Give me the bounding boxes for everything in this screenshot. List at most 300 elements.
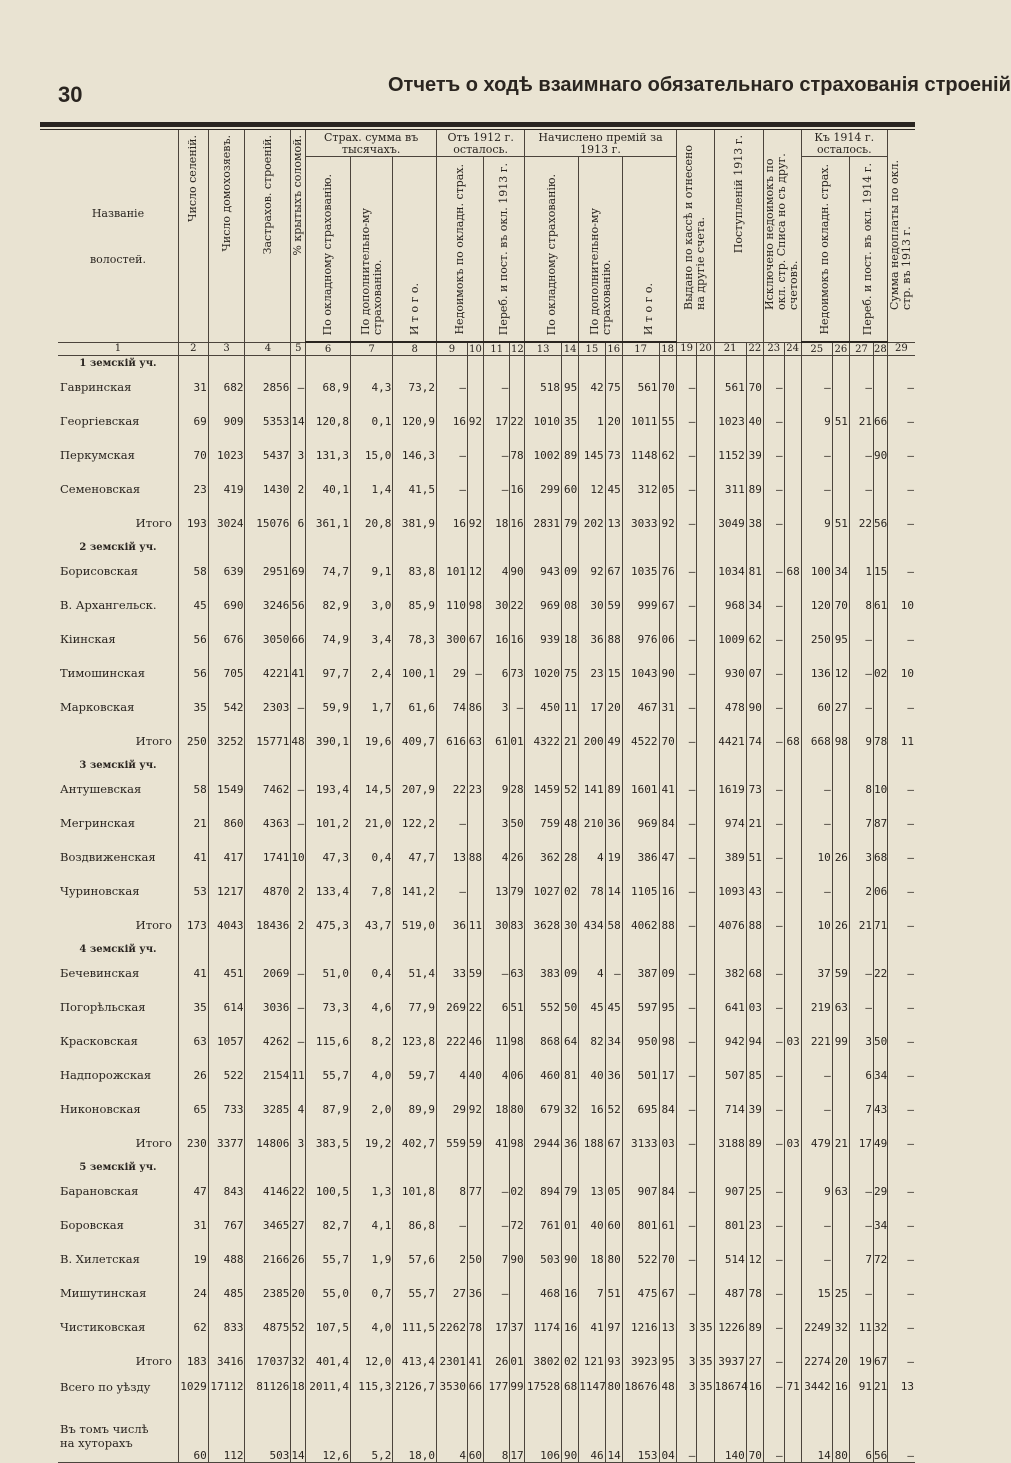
value-cell: 27	[746, 1344, 763, 1378]
value-cell: 7	[849, 1242, 873, 1276]
value-cell: 05	[605, 1174, 622, 1208]
value-cell: 62	[746, 622, 763, 656]
value-cell: 705	[208, 656, 245, 690]
empty-cell	[697, 942, 714, 956]
volost-name: Тимошинская	[60, 666, 145, 680]
value-cell: 36	[436, 908, 467, 942]
value-cell: 561	[622, 370, 659, 404]
value-cell: —	[763, 772, 784, 806]
value-cell: 02	[874, 656, 888, 690]
value-cell: 123,8	[393, 1024, 437, 1058]
header-receipts: Поступленій 1913 г.	[714, 130, 763, 342]
volost-row	[58, 1242, 915, 1276]
value-cell: 56	[874, 506, 888, 540]
value-cell: 4043	[208, 908, 245, 942]
value-cell: 47	[659, 840, 676, 874]
empty-cell	[763, 1160, 784, 1174]
value-cell: 485	[208, 1276, 245, 1310]
value-cell: 50	[562, 990, 579, 1024]
value-cell: 36	[605, 1058, 622, 1092]
value-cell: 222	[436, 1024, 467, 1058]
volost-name: Итого	[135, 516, 172, 530]
value-cell: —	[849, 656, 873, 690]
value-cell	[697, 404, 714, 438]
empty-cell	[393, 1160, 437, 1174]
value-cell: 207,9	[393, 772, 437, 806]
value-cell: 1,9	[350, 1242, 392, 1276]
volost-row	[58, 690, 915, 724]
value-cell: 14	[291, 404, 306, 438]
value-cell: 78	[874, 724, 888, 758]
value-cell: 09	[659, 956, 676, 990]
value-cell: 3923	[622, 1344, 659, 1378]
value-cell: 59	[832, 956, 849, 990]
value-cell	[784, 1310, 801, 1344]
value-cell: 35	[178, 990, 208, 1024]
empty-cell	[350, 942, 392, 956]
empty-cell	[676, 758, 697, 772]
value-cell: —	[676, 1126, 697, 1160]
value-cell: 4322	[525, 724, 562, 758]
value-cell: —	[849, 622, 873, 656]
value-cell: 6	[849, 1058, 873, 1092]
value-cell: 20	[291, 1276, 306, 1310]
value-cell: 56	[178, 656, 208, 690]
value-cell: 3	[676, 1378, 697, 1420]
value-cell: 26	[291, 1242, 306, 1276]
value-cell: 90	[562, 1420, 579, 1463]
value-cell: 16	[562, 1310, 579, 1344]
empty-cell	[676, 540, 697, 554]
value-cell: 95	[832, 622, 849, 656]
page-title: Отчетъ о ходѣ взаимнаго обязательнаго страхованія строеній	[388, 74, 1011, 96]
value-cell: 21	[562, 724, 579, 758]
value-cell: 06	[510, 1058, 525, 1092]
value-cell: 50	[467, 1242, 483, 1276]
empty-cell	[714, 356, 746, 371]
empty-cell	[659, 1160, 676, 1174]
value-cell: 5353	[245, 404, 291, 438]
value-cell: 4,0	[350, 1310, 392, 1344]
value-cell: 450	[525, 690, 562, 724]
value-cell: —	[887, 622, 915, 656]
value-cell: 86,8	[393, 1208, 437, 1242]
value-cell: 501	[622, 1058, 659, 1092]
value-cell: 4	[484, 554, 510, 588]
value-cell: 115,3	[350, 1378, 392, 1420]
value-cell: 1043	[622, 656, 659, 690]
empty-cell	[178, 356, 208, 371]
empty-cell	[467, 758, 483, 772]
value-cell	[832, 1242, 849, 1276]
value-cell: 976	[622, 622, 659, 656]
value-cell: 62	[659, 438, 676, 472]
value-cell	[874, 622, 888, 656]
value-cell: 100	[801, 554, 832, 588]
value-cell: 16	[832, 1378, 849, 1420]
value-cell: 16	[579, 1092, 605, 1126]
value-cell: 682	[208, 370, 245, 404]
value-cell: 4	[436, 1420, 467, 1463]
value-cell	[784, 772, 801, 806]
value-cell: 45	[605, 472, 622, 506]
section-title: 1 земскій уч.	[79, 357, 157, 369]
value-cell: 73	[605, 438, 622, 472]
value-cell: 733	[208, 1092, 245, 1126]
value-cell: 29	[436, 656, 467, 690]
value-cell: 101,2	[306, 806, 351, 840]
value-cell: —	[887, 1126, 915, 1160]
value-cell: 43	[746, 874, 763, 908]
grand-total-row	[58, 1378, 915, 1420]
value-cell: 23	[178, 472, 208, 506]
value-cell: 23	[579, 656, 605, 690]
empty-cell	[605, 758, 622, 772]
value-cell: —	[676, 908, 697, 942]
value-cell: 59	[605, 588, 622, 622]
volost-row	[58, 1058, 915, 1092]
value-cell: 111,5	[393, 1310, 437, 1344]
value-cell: 18	[484, 506, 510, 540]
column-number: 14	[562, 342, 579, 356]
value-cell: 12	[579, 472, 605, 506]
value-cell: 58	[605, 908, 622, 942]
volost-name: Барановская	[60, 1184, 139, 1198]
value-cell: 616	[436, 724, 467, 758]
value-cell: 1	[579, 404, 605, 438]
value-cell: 97,7	[306, 656, 351, 690]
value-cell: —	[849, 1276, 873, 1310]
section-title-row	[58, 356, 915, 371]
value-cell: 202	[579, 506, 605, 540]
value-cell	[697, 1420, 714, 1463]
empty-cell	[605, 540, 622, 554]
value-cell	[467, 806, 483, 840]
value-cell: —	[763, 506, 784, 540]
empty-cell	[676, 1160, 697, 1174]
value-cell	[784, 1242, 801, 1276]
value-cell: 19,2	[350, 1126, 392, 1160]
value-cell: 51,0	[306, 956, 351, 990]
empty-cell	[887, 356, 915, 371]
column-number: 25	[801, 342, 832, 356]
value-cell: —	[676, 806, 697, 840]
empty-cell	[697, 758, 714, 772]
value-cell: 79	[562, 506, 579, 540]
value-cell: —	[801, 1058, 832, 1092]
value-cell: 62	[178, 1310, 208, 1344]
volost-row	[58, 990, 915, 1024]
value-cell: 3530	[436, 1378, 467, 1420]
empty-cell	[436, 1160, 467, 1174]
value-cell: —	[676, 956, 697, 990]
value-cell: 47,7	[393, 840, 437, 874]
value-cell: —	[887, 908, 915, 942]
value-cell: —	[763, 908, 784, 942]
volost-name: Гавринская	[60, 380, 132, 394]
value-cell: 81	[562, 1058, 579, 1092]
value-cell: 3050	[245, 622, 291, 656]
value-cell: 597	[622, 990, 659, 1024]
value-cell: 77,9	[393, 990, 437, 1024]
empty-cell	[484, 942, 510, 956]
value-cell: —	[801, 472, 832, 506]
value-cell: —	[676, 1092, 697, 1126]
value-cell: 88	[746, 908, 763, 942]
value-cell: —	[887, 1024, 915, 1058]
value-cell: 93	[605, 1344, 622, 1378]
section-title: 4 земскій уч.	[79, 943, 157, 955]
value-cell: 10	[801, 908, 832, 942]
volost-name: В. Хилетская	[60, 1252, 140, 1266]
header-underpayment: Сумма недоплаты по окл. стр. въ 1913 г.	[887, 130, 915, 342]
value-cell: 9	[849, 724, 873, 758]
value-cell: 14806	[245, 1126, 291, 1160]
value-cell: 90	[510, 1242, 525, 1276]
value-cell: —	[676, 622, 697, 656]
value-cell: 37	[801, 956, 832, 990]
empty-cell	[467, 356, 483, 371]
value-cell: 503	[245, 1420, 291, 1463]
value-cell: 15,0	[350, 438, 392, 472]
empty-cell	[874, 758, 888, 772]
value-cell: 20	[605, 690, 622, 724]
value-cell: 3465	[245, 1208, 291, 1242]
value-cell: 67	[467, 622, 483, 656]
value-cell: 82,7	[306, 1208, 351, 1242]
value-cell: 61	[484, 724, 510, 758]
value-cell: 95	[659, 1344, 676, 1378]
value-cell: 16	[510, 506, 525, 540]
volost-name: В. Архангельск.	[60, 598, 157, 612]
empty-cell	[291, 942, 306, 956]
value-cell	[784, 874, 801, 908]
value-cell	[874, 370, 888, 404]
value-cell: 2154	[245, 1058, 291, 1092]
volost-name: Итого	[135, 1354, 172, 1368]
value-cell: 28	[510, 772, 525, 806]
value-cell: 2011,4	[306, 1378, 351, 1420]
value-cell: 801	[622, 1208, 659, 1242]
value-cell: 10	[887, 656, 915, 690]
empty-cell	[306, 942, 351, 956]
value-cell: 51,4	[393, 956, 437, 990]
value-cell: —	[887, 1174, 915, 1208]
volost-name: Бечевинская	[60, 966, 140, 980]
value-cell	[510, 1276, 525, 1310]
header-buildings: Застрахов. строеній.	[245, 130, 291, 342]
value-cell: 676	[208, 622, 245, 656]
value-cell: 49	[605, 724, 622, 758]
value-cell: 11	[887, 724, 915, 758]
value-cell: 386	[622, 840, 659, 874]
value-cell: —	[887, 404, 915, 438]
value-cell	[697, 874, 714, 908]
value-cell: 41,5	[393, 472, 437, 506]
volost-name: Воздвиженская	[60, 850, 156, 864]
value-cell	[697, 956, 714, 990]
empty-cell	[562, 540, 579, 554]
volost-row	[58, 370, 915, 404]
value-cell	[784, 588, 801, 622]
value-cell: —	[291, 806, 306, 840]
value-cell: 2303	[245, 690, 291, 724]
value-cell: 250	[801, 622, 832, 656]
value-cell	[697, 1174, 714, 1208]
column-number: 1	[58, 342, 178, 356]
value-cell: 140	[714, 1420, 746, 1463]
empty-cell	[849, 758, 873, 772]
value-cell: 63	[832, 990, 849, 1024]
column-number: 24	[784, 342, 801, 356]
value-cell: 17112	[208, 1378, 245, 1420]
value-cell: —	[676, 404, 697, 438]
value-cell: —	[849, 370, 873, 404]
value-cell: 48	[562, 806, 579, 840]
value-cell: 29	[436, 1092, 467, 1126]
value-cell: 63	[832, 1174, 849, 1208]
value-cell: 23	[746, 1208, 763, 1242]
value-cell: 4146	[245, 1174, 291, 1208]
value-cell: 66	[291, 622, 306, 656]
value-cell: 22	[510, 588, 525, 622]
value-cell: —	[676, 724, 697, 758]
value-cell: —	[484, 1276, 510, 1310]
value-cell: 35	[562, 404, 579, 438]
value-cell: —	[887, 370, 915, 404]
value-cell: 60	[178, 1420, 208, 1463]
value-cell: 9	[801, 404, 832, 438]
value-cell: 3188	[714, 1126, 746, 1160]
value-cell: 88	[659, 908, 676, 942]
value-cell: 4,0	[350, 1058, 392, 1092]
value-cell: 69	[291, 554, 306, 588]
value-cell: 188	[579, 1126, 605, 1160]
empty-cell	[659, 942, 676, 956]
value-cell: 45	[605, 990, 622, 1024]
value-cell: 42	[579, 370, 605, 404]
value-cell: —	[467, 656, 483, 690]
value-cell: —	[887, 806, 915, 840]
value-cell: 76	[659, 554, 676, 588]
value-cell: 25	[832, 1276, 849, 1310]
value-cell: 1148	[622, 438, 659, 472]
value-cell: 31	[178, 1208, 208, 1242]
farmsteads-name	[58, 1420, 178, 1463]
value-cell: 78,3	[393, 622, 437, 656]
value-cell: 40	[467, 1058, 483, 1092]
volost-name: Марковская	[60, 700, 135, 714]
volost-name: Погорѣльская	[60, 1000, 146, 1014]
value-cell: —	[763, 806, 784, 840]
value-cell: —	[436, 806, 467, 840]
empty-cell	[562, 1160, 579, 1174]
value-cell: 860	[208, 806, 245, 840]
value-cell: 3	[676, 1310, 697, 1344]
value-cell: 16	[562, 1276, 579, 1310]
value-cell: —	[763, 690, 784, 724]
empty-cell	[393, 758, 437, 772]
value-cell: —	[436, 874, 467, 908]
column-number: 10	[469, 343, 482, 355]
value-cell: 74,9	[306, 622, 351, 656]
empty-cell	[801, 1160, 832, 1174]
subtotal-row	[58, 724, 915, 758]
value-cell: 679	[525, 1092, 562, 1126]
value-cell: —	[763, 840, 784, 874]
empty-cell	[874, 942, 888, 956]
value-cell: 8	[436, 1174, 467, 1208]
value-cell	[697, 1024, 714, 1058]
value-cell: —	[849, 690, 873, 724]
value-cell: —	[484, 1208, 510, 1242]
empty-cell	[874, 1160, 888, 1174]
value-cell	[784, 438, 801, 472]
column-number: 17	[622, 342, 659, 356]
value-cell: 468	[525, 1276, 562, 1310]
value-cell: 73,3	[306, 990, 351, 1024]
value-cell: 78	[579, 874, 605, 908]
value-cell: —	[763, 472, 784, 506]
value-cell: —	[849, 956, 873, 990]
value-cell: 2301	[436, 1344, 467, 1378]
value-cell	[874, 1276, 888, 1310]
value-cell: 1011	[622, 404, 659, 438]
value-cell: 3	[849, 1024, 873, 1058]
value-cell: 46	[467, 1024, 483, 1058]
value-cell: 60	[467, 1420, 483, 1463]
column-number: 23	[763, 342, 784, 356]
value-cell: 01	[510, 724, 525, 758]
value-cell	[697, 908, 714, 942]
value-cell: —	[291, 990, 306, 1024]
header-group-1912: Отъ 1912 г. осталось.	[436, 130, 524, 157]
value-cell: 57,6	[393, 1242, 437, 1276]
value-cell: 26	[510, 840, 525, 874]
value-cell: 87	[874, 806, 888, 840]
value-cell: 67	[874, 1344, 888, 1378]
value-cell: 84	[659, 1092, 676, 1126]
value-cell: 8	[849, 772, 873, 806]
value-cell: 82,9	[306, 588, 351, 622]
farmsteads-name-line2: на хуторахъ	[60, 1436, 133, 1450]
value-cell: 64	[562, 1024, 579, 1058]
value-cell: 146,3	[393, 438, 437, 472]
value-cell: 06	[659, 622, 676, 656]
value-cell: 63	[178, 1024, 208, 1058]
value-cell: 26	[178, 1058, 208, 1092]
value-cell: —	[676, 588, 697, 622]
value-cell: 73	[746, 772, 763, 806]
value-cell: 8,2	[350, 1024, 392, 1058]
value-cell: 3033	[622, 506, 659, 540]
value-cell: —	[763, 656, 784, 690]
value-cell: 47	[178, 1174, 208, 1208]
value-cell	[784, 908, 801, 942]
empty-cell	[525, 758, 562, 772]
value-cell: —	[676, 370, 697, 404]
empty-cell	[525, 1160, 562, 1174]
empty-cell	[622, 758, 659, 772]
value-cell: 943	[525, 554, 562, 588]
value-cell: 80	[832, 1420, 849, 1463]
value-cell: 52	[605, 1092, 622, 1126]
empty-cell	[467, 942, 483, 956]
value-cell: 09	[562, 956, 579, 990]
value-cell: —	[887, 554, 915, 588]
value-cell: 18	[562, 622, 579, 656]
value-cell: 4875	[245, 1310, 291, 1344]
